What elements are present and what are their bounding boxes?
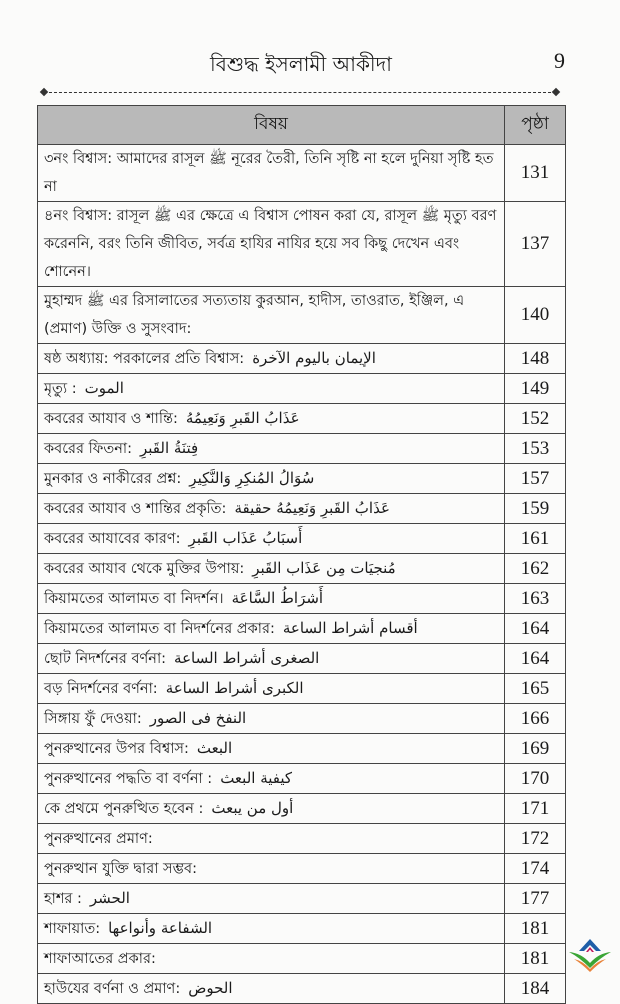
topic-cell [38,434,505,464]
page-cell: 177 [505,884,566,914]
topic-cell [38,734,505,764]
topic-cell [38,404,505,434]
table-row [38,974,566,1004]
page-cell: 184 [505,974,566,1004]
topic-cell [38,464,505,494]
topic-text: মুনকার ও নাকীরের প্রশ্ন: [44,471,182,487]
page-cell: 172 [505,824,566,854]
table-row [38,884,566,914]
page-cell: 161 [505,524,566,554]
page-cell: 164 [505,644,566,674]
page-cell: 131 [505,145,566,202]
topic-cell [38,824,505,854]
topic-text: পুনরুত্থানের প্রমাণ: [44,830,153,847]
topic-cell [38,202,505,287]
arabic-term: النفخ فى الصور [149,709,247,727]
table-row [38,145,566,202]
page-cell: 157 [505,464,566,494]
arabic-term: أَسبَابُ عَذَاب القَبرِ [188,529,303,547]
table-row [38,734,566,764]
page-number: 9 [554,48,565,73]
topic-cell [38,374,505,404]
topic-text: ৪নং বিশ্বাস: রাসূল ﷺ এর ক্ষেত্রে এ বিশ্বাস পোষন করা যে, রাসূল ﷺ মৃত্যু বরণ করেননি, বরং তিনি জীবিত, সর্বত্র হাযির নাযির হয়ে সব কিছু দেখেন এবং শোনেন। [44,208,497,280]
running-head [37,48,565,78]
topic-cell [38,287,505,344]
table-row [38,764,566,794]
arabic-term: فِتنَةُ القَبرِ [139,439,199,457]
topic-text: সিঙ্গায় ফুঁ দেওয়া: [44,711,142,727]
topic-cell [38,614,505,644]
topic-text: কবরের আযাব থেকে মুক্তির উপায়: [44,561,245,577]
topic-text: কিয়ামতের আলামত বা নিদর্শন। [44,591,224,607]
topic-cell [38,704,505,734]
topic-cell [38,344,505,374]
page-cell: 169 [505,734,566,764]
arabic-term: الموت [84,379,124,397]
table-row [38,404,566,434]
page-cell: 165 [505,674,566,704]
topic-text: মুহাম্মদ ﷺ এর রিসালাতের সত্যতায় কুরআন, হাদীস, তাওরাত, ইঞ্জিল, এ (প্রমাণ) উক্তি ও সুসংবাদ: [44,293,465,337]
page-cell: 163 [505,584,566,614]
arabic-term: مُنجيَات مِن عَذَاب القَبرِ [252,559,396,577]
arabic-term: الحوض [188,979,233,997]
column-header-topic: বিষয় [38,106,505,145]
topic-text: হাউযের বর্ণনা ও প্রমাণ: [44,981,181,997]
table-row [38,524,566,554]
topic-text: ছোট নিদর্শনের বর্ণনা: [44,651,167,667]
page-cell: 162 [505,554,566,584]
topic-cell [38,854,505,884]
table-header-row [38,106,566,145]
table-row [38,464,566,494]
topic-text: কবরের আযাব ও শান্তি: [44,411,178,427]
topic-cell [38,974,505,1004]
arabic-term: أول من يبعث [211,799,294,817]
table-row [38,704,566,734]
arabic-term: الحشر [89,889,130,907]
topic-cell [38,584,505,614]
topic-text: কবরের ফিতনা: [44,441,132,457]
page-cell: 140 [505,287,566,344]
logo-green-page [569,952,611,968]
table-row [38,202,566,287]
topic-cell [38,884,505,914]
topic-cell [38,764,505,794]
topic-cell [38,794,505,824]
topic-cell [38,524,505,554]
arabic-term: أَشرَاطُ السَّاعَة [231,589,324,607]
arabic-term: الشفاعة وأنواعها [108,919,213,937]
open-book-logo-icon [565,935,615,975]
arabic-term: الكبرى أشراط الساعة [165,679,304,697]
table-row [38,944,566,974]
table-body [38,145,566,1004]
table-row [38,674,566,704]
table-row [38,854,566,884]
table-row [38,914,566,944]
table-of-contents [37,105,566,1004]
table-row [38,344,566,374]
page-cell: 170 [505,764,566,794]
page-cell: 181 [505,944,566,974]
table-row [38,554,566,584]
page-cell: 152 [505,404,566,434]
arabic-term: عَذَابُ القَبرِ وَنَعِيمُهُ [185,409,300,427]
topic-cell [38,674,505,704]
page-cell: 137 [505,202,566,287]
header-divider [44,92,556,93]
topic-cell [38,914,505,944]
table-row [38,824,566,854]
topic-text: পুনরুত্থানের পদ্ধতি বা বর্ণনা : [44,771,213,787]
table-row [38,644,566,674]
page-cell: 149 [505,374,566,404]
arabic-term: سُوَالُ المُنكِرِ وَالنَّكِيرِ [189,469,315,487]
topic-text: ৩নং বিশ্বাস: আমাদের রাসূল ﷺ নূরের তৈরী, তিনি সৃষ্টি না হলে দুনিয়া সৃষ্টি হত না [44,151,494,195]
page-cell: 153 [505,434,566,464]
column-header-page: পৃষ্ঠা [505,106,566,145]
topic-text: কে প্রথমে পুনরুত্থিত হবেন : [44,801,204,817]
table-row [38,287,566,344]
topic-text: কবরের আযাব ও শান্তির প্রকৃতি: [44,501,227,517]
topic-text: পুনরুত্থান যুক্তি দ্বারা সম্ভব: [44,860,198,877]
table-row [38,794,566,824]
topic-text: ষষ্ঠ অধ্যায়: পরকালের প্রতি বিশ্বাস: [44,351,245,367]
table-row [38,494,566,524]
topic-text: কিয়ামতের আলামত বা নিদর্শনের প্রকার: [44,621,275,637]
book-title: বিশুদ্ধ ইসলামী আকীদা [210,52,392,76]
table-row [38,584,566,614]
topic-text: শাফায়াত: [44,921,101,937]
topic-cell [38,944,505,974]
page-cell: 174 [505,854,566,884]
topic-text: মৃত্যু : [44,381,77,397]
topic-cell [38,145,505,202]
topic-text: পুনরুত্থানের উপর বিশ্বাস: [44,741,189,757]
page-cell: 164 [505,614,566,644]
arabic-term: أقسام أشراط الساعة [282,619,418,637]
topic-text: হাশর : [44,891,82,907]
table-row [38,434,566,464]
table-row [38,614,566,644]
page-cell: 148 [505,344,566,374]
page-cell: 159 [505,494,566,524]
topic-cell [38,644,505,674]
topic-cell [38,554,505,584]
topic-text: কবরের আযাবের কারণ: [44,531,181,547]
table-row [38,374,566,404]
topic-text: বড় নিদর্শনের বর্ণনা: [44,681,158,697]
arabic-term: كيفية البعث [220,769,293,787]
arabic-term: الصغرى أشراط الساعة [174,649,320,667]
arabic-term: البعث [196,739,233,757]
arabic-term: عَذَابُ القَبرِ وَنَعِيمُهُ حقيقة [234,499,390,517]
page-cell: 166 [505,704,566,734]
topic-cell [38,494,505,524]
page-cell: 181 [505,914,566,944]
arabic-term: الإيمان باليوم الآخرة [252,349,376,367]
topic-text: শাফাআতের প্রকার: [44,950,156,967]
page-cell: 171 [505,794,566,824]
